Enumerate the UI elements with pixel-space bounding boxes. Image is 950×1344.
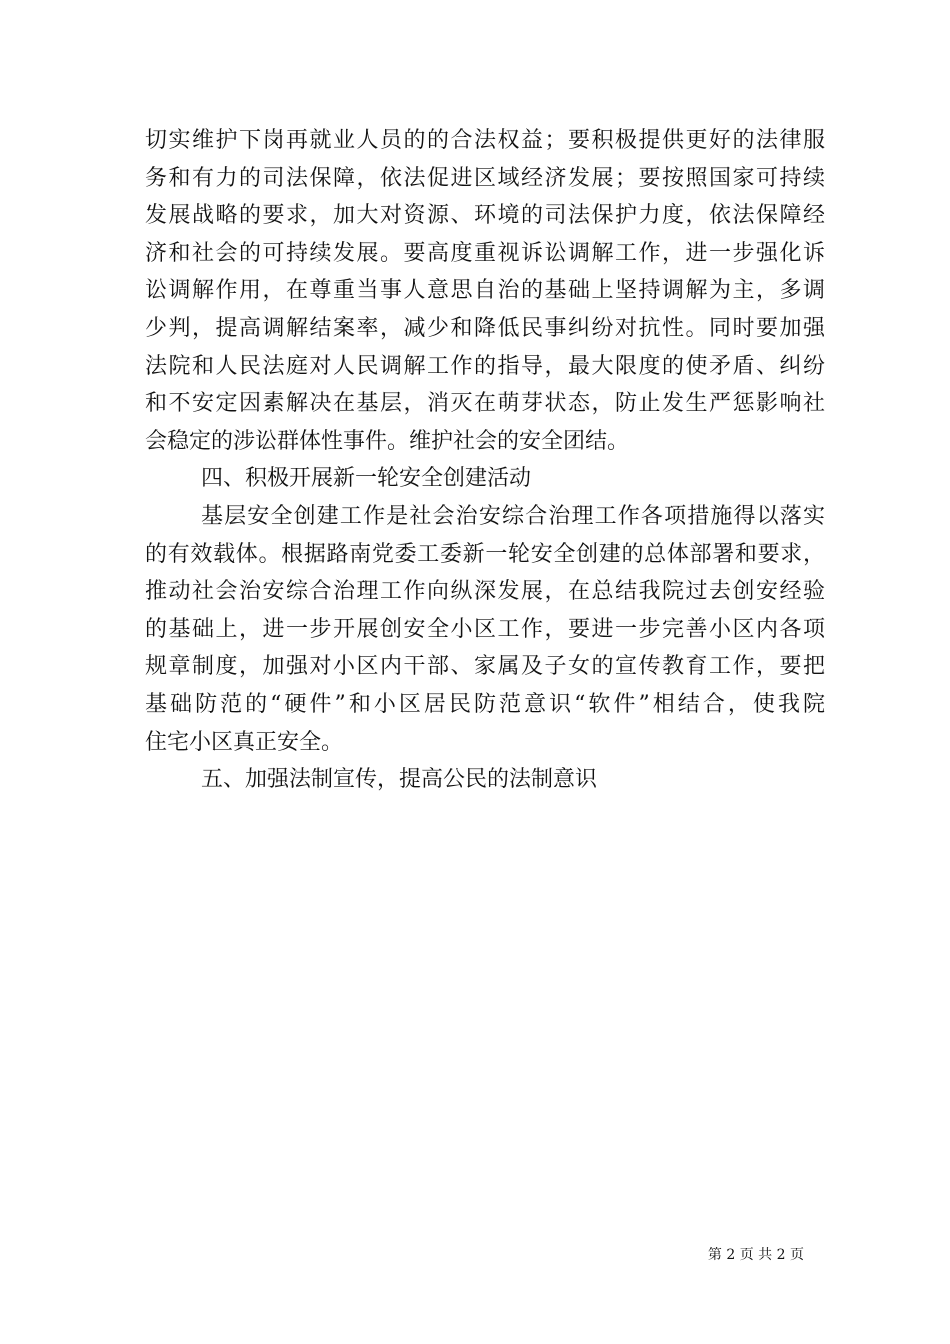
- text-line: 会稳定的涉讼群体性事件。维护社会的安全团结。: [145, 428, 630, 454]
- text-line: 规章制度，加强对小区内干部、家属及子女的宣传教育工作，要把: [145, 654, 825, 680]
- text-line: 发展战略的要求，加大对资源、环境的司法保护力度，依法保障经: [145, 203, 825, 229]
- section-heading-5: 五、加强法制宣传，提高公民的法制意识: [201, 767, 598, 793]
- section-heading-4: 四、积极开展新一轮安全创建活动: [201, 466, 532, 492]
- text-line: 少判，提高调解结案率，减少和降低民事纠纷对抗性。同时要加强: [145, 315, 825, 341]
- text-line: 切实维护下岗再就业人员的的合法权益；要积极提供更好的法律服: [145, 128, 825, 153]
- text-line: 法院和人民法庭对人民调解工作的指导，最大限度的使矛盾、纠纷: [145, 353, 825, 379]
- text-line: 讼调解作用，在尊重当事人意思自治的基础上坚持调解为主，多调: [145, 278, 825, 304]
- text-line: 推动社会治安综合治理工作向纵深发展，在总结我院过去创安经验: [145, 579, 825, 605]
- text-line: 的基础上，进一步开展创安全小区工作，要进一步完善小区内各项: [145, 616, 825, 642]
- text-line: 住宅小区真正安全。: [145, 729, 344, 755]
- text-line: 务和有力的司法保障，依法促进区域经济发展；要按照国家可持续: [145, 165, 825, 191]
- document-body: [145, 122, 825, 799]
- text-line: 的有效载体。根据路南党委工委新一轮安全创建的总体部署和要求，: [145, 541, 825, 567]
- text-line: 和不安定因素解决在基层，消灭在萌芽状态，防止发生严惩影响社: [145, 391, 825, 417]
- text-line: 基础防范的“硬件”和小区居民防范意识“软件”相结合，使我院: [145, 691, 825, 717]
- text-line: 基层安全创建工作是社会治安综合治理工作各项措施得以落实: [201, 503, 825, 529]
- page-number-footer: 第 2 页 共 2 页: [707, 1247, 804, 1263]
- text-line: 济和社会的可持续发展。要高度重视诉讼调解工作，进一步强化诉: [145, 240, 825, 266]
- paragraph-2: [145, 498, 825, 761]
- paragraph-1: [145, 122, 825, 460]
